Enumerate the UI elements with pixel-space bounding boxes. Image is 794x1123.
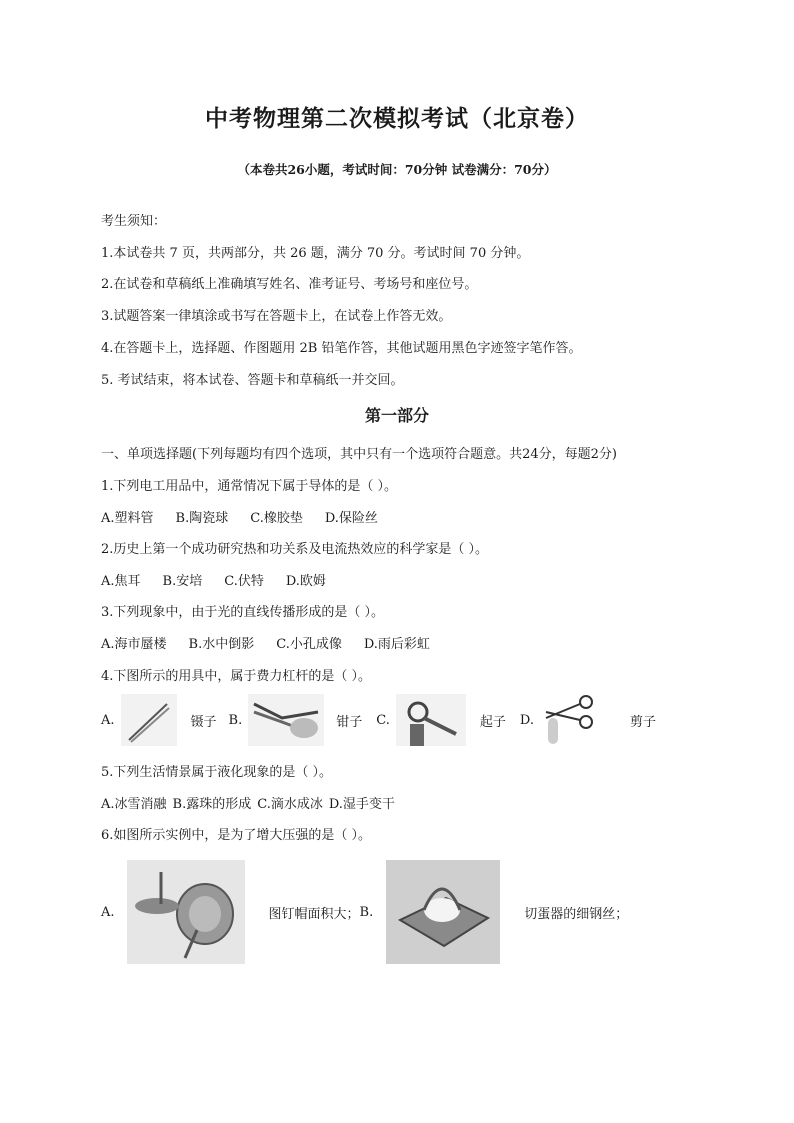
option-c: C.滴水成冰: [257, 797, 323, 812]
option-a-label: 镊子: [190, 714, 217, 730]
option-d: D.欧姆: [285, 574, 326, 589]
question-3-options: [101, 633, 452, 652]
egg-slicer-icon: [386, 860, 500, 964]
notice-item-1: 1.本试卷共 7 页，共两部分，共 26 题，满分 70 分。考试时间 70 分钟。: [101, 246, 530, 261]
option-b-letter: B.: [359, 904, 374, 920]
section-title: 第一部分: [364, 406, 429, 425]
bottle-opener-icon: [396, 694, 466, 746]
notice-heading: 考生须知：: [101, 214, 167, 229]
question-1-stem: 1.下列电工用品中，通常情况下属于导体的是（ ）。: [101, 479, 398, 494]
option-a-letter: A.: [101, 712, 115, 728]
scissors-icon: [540, 692, 602, 748]
option-b: B.露珠的形成: [172, 797, 252, 812]
notice-item-4: 4.在答题卡上，选择题、作图题用 2B 铅笔作答，其他试题用黑色字迹签字笔作答。: [101, 341, 582, 356]
page-title: 中考物理第二次模拟考试（北京卷）: [205, 105, 589, 132]
option-b: B.安培: [162, 574, 203, 589]
question-4-stem: 4.下图所示的用具中，属于费力杠杆的是（ ）。: [101, 669, 372, 684]
option-a: A.焦耳: [101, 574, 141, 589]
option-b: B.陶瓷球: [175, 511, 229, 526]
option-b: B.水中倒影: [188, 637, 255, 652]
option-d-label: 剪子: [629, 714, 656, 730]
option-d: D.雨后彩虹: [363, 637, 430, 652]
question-2-options: [101, 570, 348, 589]
question-4-picture-options: [101, 692, 656, 748]
question-5-stem: 5.下列生活情景属于液化现象的是（ ）。: [101, 765, 333, 780]
thumbtack-icon: [127, 860, 245, 964]
option-d-letter: D.: [519, 712, 534, 728]
notice-item-2: 2.在试卷和草稿纸上准确填写姓名、准考证号、考场号和座位号。: [101, 277, 478, 292]
option-a: A.海市蜃楼: [101, 637, 167, 652]
question-6-stem: 6.如图所示实例中，是为了增大压强的是（ ）。: [101, 828, 372, 843]
option-a-label: 图钉帽面积大；: [268, 906, 360, 922]
question-3-stem: 3.下列现象中，由于光的直线传播形成的是（ ）。: [101, 605, 385, 620]
question-2-stem: 2.历史上第一个成功研究热和功关系及电流热效应的科学家是（ ）。: [101, 542, 489, 557]
option-c-label: 起子: [479, 714, 506, 730]
option-d: D.湿手变干: [328, 797, 395, 812]
option-c: C.橡胶垫: [250, 511, 303, 526]
part-heading: 一、单项选择题(下列每题均有四个选项，其中只有一个选项符合题意。共24分，每题2分): [101, 447, 617, 462]
exam-info-subtitle: （本卷共26小题，考试时间：70分钟 试卷满分：70分）: [237, 162, 557, 177]
notice-item-3: 3.试题答案一律填涂或书写在答题卡上，在试卷上作答无效。: [101, 309, 452, 324]
option-b-label: 钳子: [336, 714, 363, 730]
option-a: A.塑料管: [101, 511, 154, 526]
option-c: C.伏特: [224, 574, 264, 589]
question-6-picture-options: [101, 860, 628, 964]
option-d: D.保险丝: [324, 511, 378, 526]
option-a: A.冰雪消融: [101, 797, 167, 812]
option-b-letter: B.: [228, 712, 243, 728]
option-a-letter: A.: [101, 904, 115, 920]
option-c-letter: C.: [376, 712, 390, 728]
pliers-icon: [248, 694, 324, 746]
tweezers-icon: [121, 694, 177, 746]
option-c: C.小孔成像: [276, 637, 342, 652]
question-5-options: [101, 793, 417, 812]
notice-item-5: 5. 考试结束，将本试卷、答题卡和草稿纸一并交回。: [101, 373, 404, 388]
question-1-options: [101, 507, 400, 526]
option-b-label: 切蛋器的细钢丝；: [524, 906, 629, 922]
